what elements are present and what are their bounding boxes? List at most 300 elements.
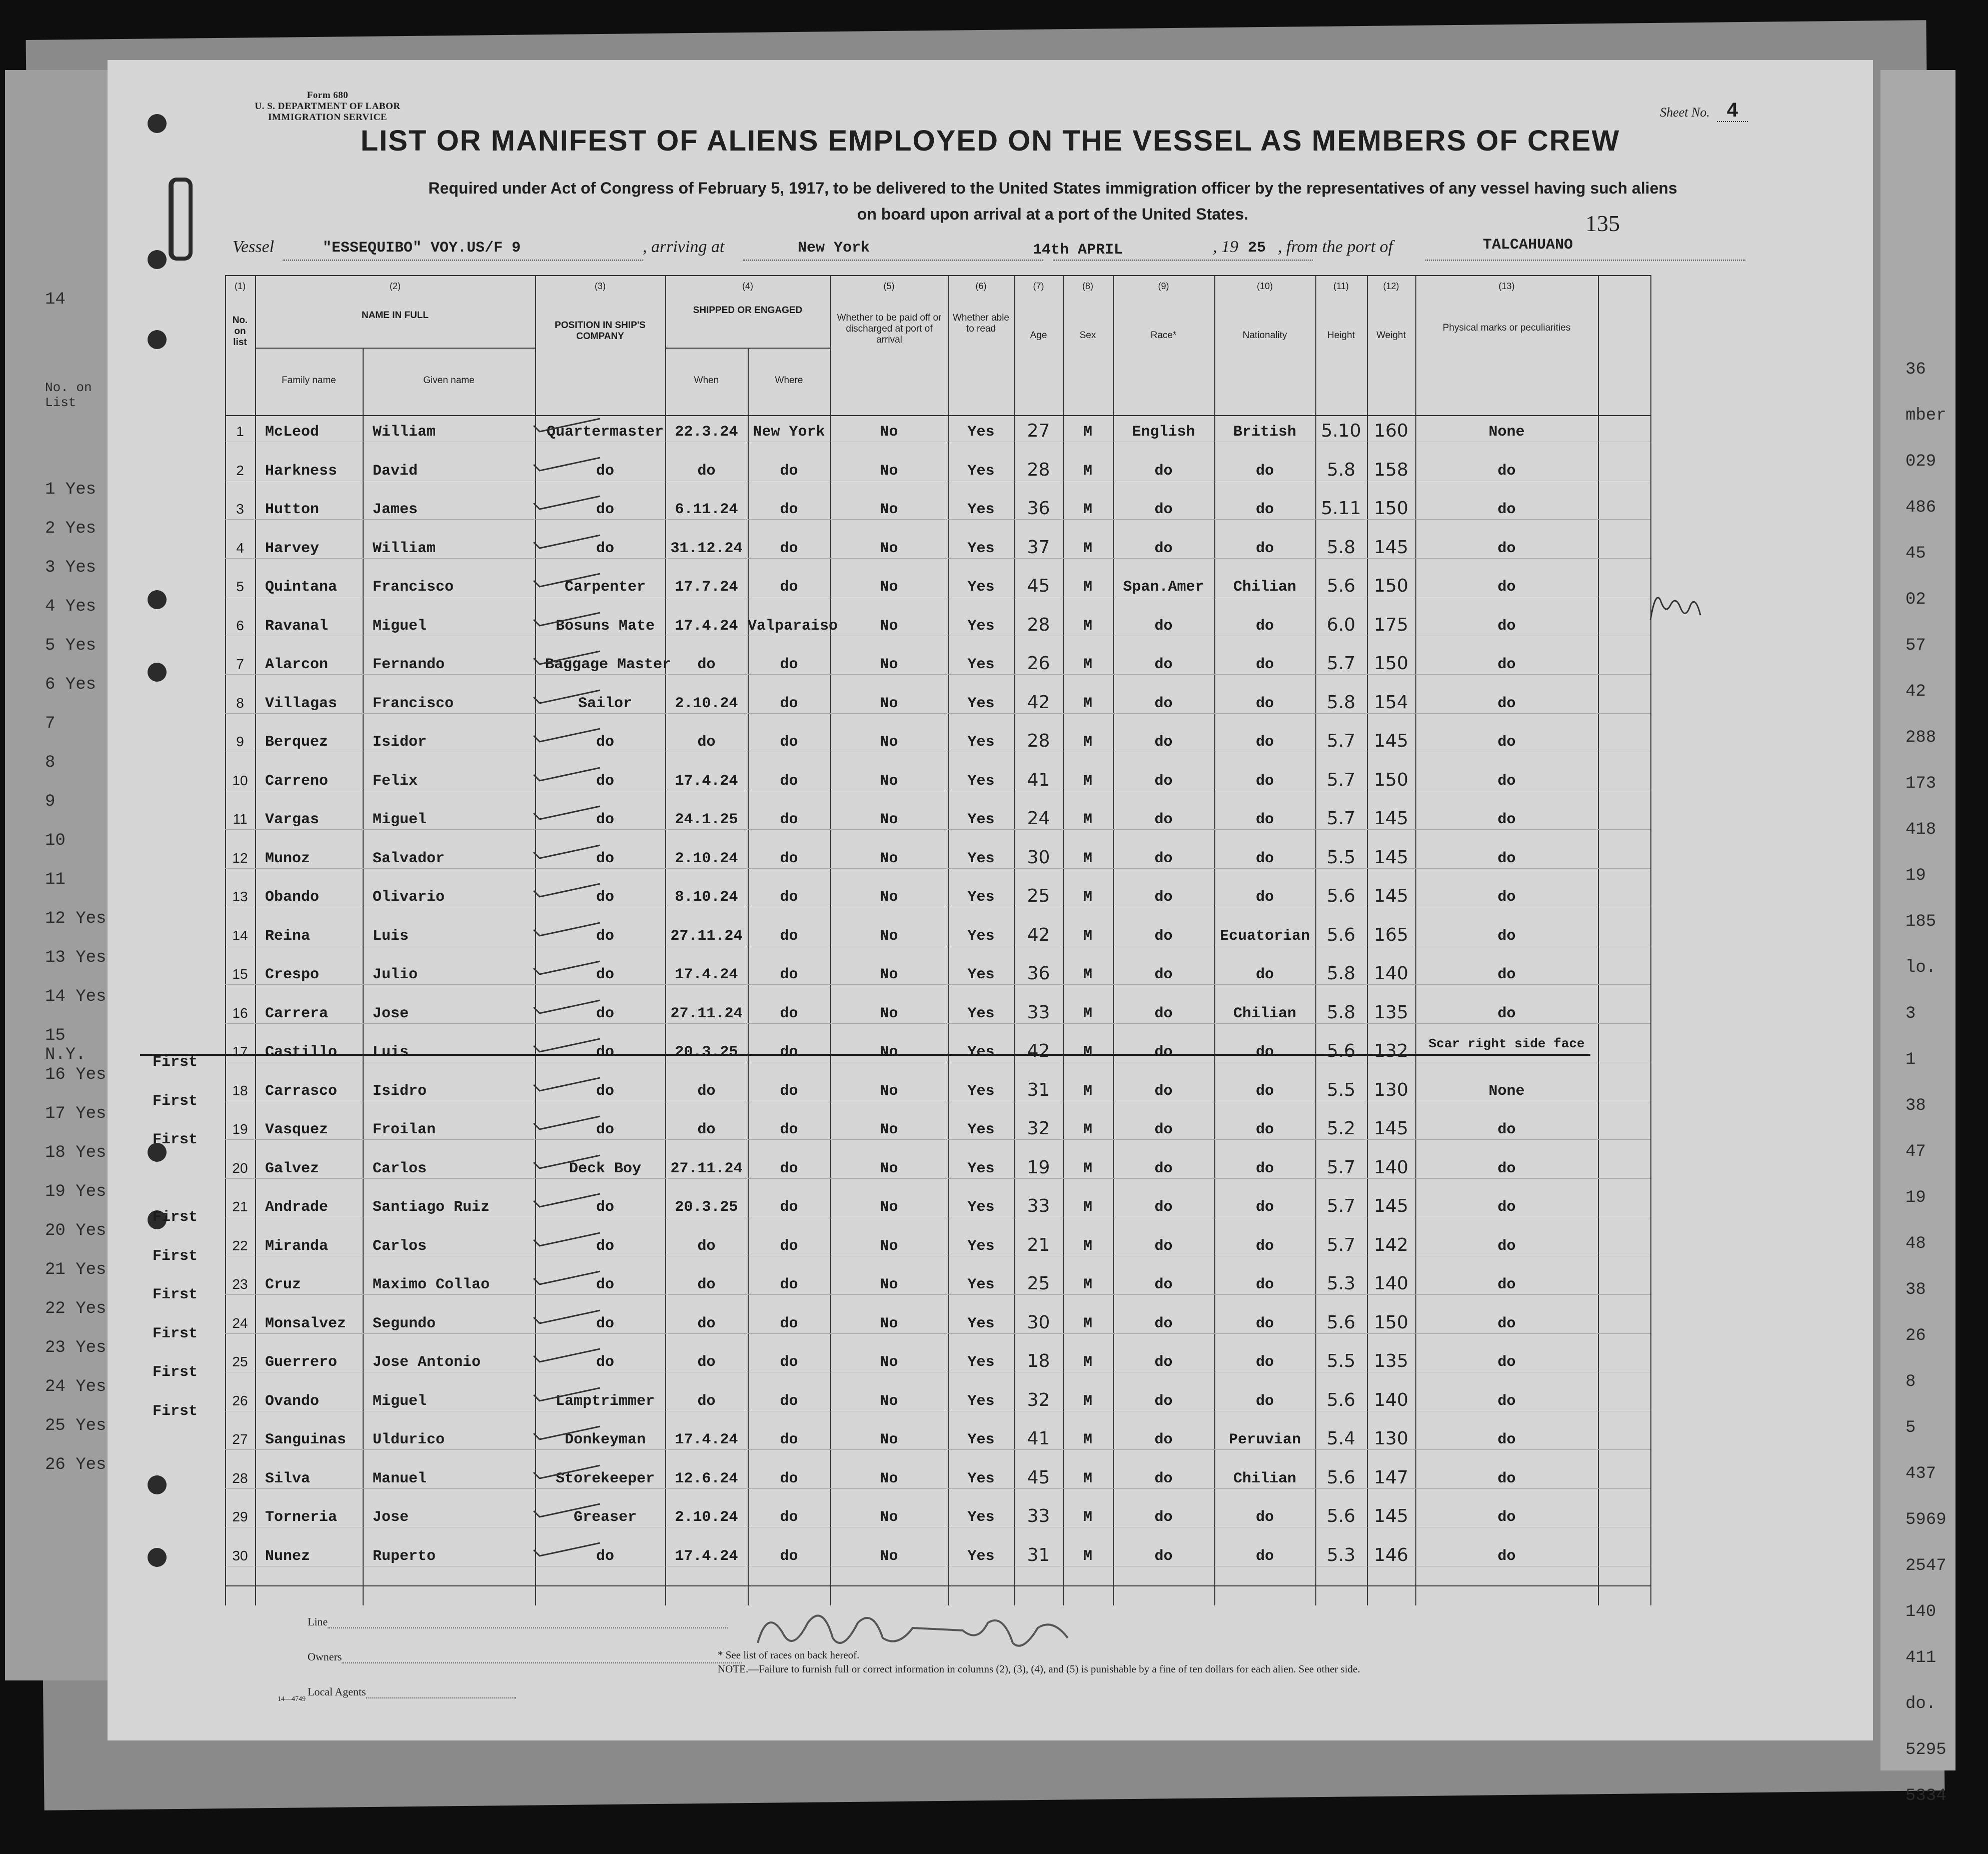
cell-given: Carlos: [373, 1237, 427, 1255]
cell-paid: No: [880, 966, 898, 983]
cell-when: do: [697, 1392, 716, 1410]
cell-when: do: [697, 656, 716, 673]
cell-when: 6.11.24: [675, 501, 738, 518]
cell-where: do: [780, 1392, 798, 1410]
cell-where: do: [780, 1431, 798, 1448]
right-strip-entry: 5969: [1905, 1510, 1946, 1529]
cell-no: 4: [236, 540, 244, 556]
agents-label: Local Agents: [308, 1685, 366, 1698]
cell-no: 3: [236, 501, 244, 517]
cell-given: Luis: [373, 927, 409, 945]
cell-family: Miranda: [265, 1237, 329, 1255]
cell-paid: No: [880, 734, 898, 751]
col10-header: Nationality: [1242, 330, 1287, 341]
cell-age: 18: [1027, 1351, 1050, 1371]
cell-when: 8.10.24: [675, 889, 738, 906]
form-identifier: [233, 90, 423, 123]
cell-weight: 145: [1374, 847, 1408, 868]
cell-race: do: [1154, 811, 1173, 828]
cell-when: do: [697, 1354, 716, 1371]
cell-family: Reina: [265, 927, 311, 945]
col6-header: Whether able to read: [952, 313, 1009, 334]
cell-read: Yes: [967, 734, 995, 751]
cell-height: 5.7: [1326, 1196, 1356, 1216]
manifest-sheet: [108, 60, 1873, 1740]
cell-no: 1: [236, 424, 244, 439]
cell-marks: do: [1497, 1160, 1516, 1177]
right-strip-entry: mber: [1905, 406, 1946, 425]
left-strip-entry: 14 Yes: [45, 987, 107, 1006]
left-strip-entry: 16 Yes: [45, 1065, 107, 1084]
cell-no: 8: [236, 695, 244, 711]
footer-owners-field: [308, 1650, 742, 1663]
cell-paid: No: [880, 850, 898, 867]
cell-paid: No: [880, 811, 898, 828]
cell-given: Fernando: [373, 656, 445, 673]
cell-no: 14: [232, 927, 248, 943]
cell-when: do: [697, 462, 716, 480]
cell-age: 45: [1027, 1467, 1050, 1488]
cell-race: do: [1154, 1276, 1173, 1293]
right-strip-entry: 26: [1905, 1326, 1926, 1345]
cell-height: 5.6: [1326, 1389, 1356, 1410]
cell-age: 30: [1027, 1312, 1050, 1333]
cell-paid: No: [880, 1431, 898, 1448]
cell-marks: do: [1497, 966, 1516, 983]
cell-no: 23: [232, 1276, 248, 1292]
cell-weight: 142: [1374, 1234, 1408, 1255]
cell-when: do: [697, 1121, 716, 1138]
cell-given: David: [373, 462, 418, 480]
cell-where: do: [780, 1121, 798, 1138]
col9-header: Race*: [1150, 330, 1177, 341]
cell-family: Alarcon: [265, 656, 329, 673]
cell-paid: No: [880, 772, 898, 790]
cell-family: Vargas: [265, 811, 320, 828]
right-strip-entry: 36: [1905, 360, 1926, 379]
cell-race: Span.Amer: [1123, 579, 1204, 596]
cell-read: Yes: [967, 540, 995, 557]
left-strip-entry: 10: [45, 831, 66, 850]
cell-when: do: [697, 734, 716, 751]
col2b-header: Given name: [423, 375, 475, 386]
cell-height: 5.4: [1326, 1428, 1356, 1449]
cell-position: do: [596, 1276, 614, 1293]
check-mark-icon: [533, 611, 603, 628]
cell-position: Donkeyman: [564, 1431, 646, 1448]
cell-where: do: [780, 1044, 798, 1061]
cell-when: 17.4.24: [675, 1547, 738, 1565]
right-margin-strip: [1900, 100, 1955, 1805]
cell-age: 42: [1027, 1041, 1050, 1061]
cell-race: do: [1154, 462, 1173, 480]
cell-paid: No: [880, 1470, 898, 1487]
cell-height: 5.7: [1326, 731, 1356, 751]
cell-paid: No: [880, 1237, 898, 1255]
left-strip-entry: 4 Yes: [45, 597, 97, 616]
cell-weight: 150: [1374, 769, 1408, 790]
cell-given: Felix: [373, 772, 418, 790]
cell-sex: M: [1083, 772, 1092, 790]
cell-height: 5.8: [1326, 692, 1356, 713]
left-strip-header-num: 14: [45, 290, 66, 309]
cell-nationality: do: [1255, 1315, 1274, 1332]
cell-nationality: Chilian: [1233, 1470, 1297, 1487]
cell-sex: M: [1083, 811, 1092, 828]
cell-nationality: do: [1255, 540, 1274, 557]
cell-race: English: [1132, 424, 1195, 441]
cell-given: Miguel: [373, 811, 427, 828]
cell-race: do: [1154, 966, 1173, 983]
cell-nationality: do: [1255, 966, 1274, 983]
col2a-header: Family name: [282, 375, 336, 386]
right-strip-entry: 47: [1905, 1142, 1926, 1161]
cell-read: Yes: [967, 1160, 995, 1177]
right-strip-entry: 411: [1905, 1648, 1936, 1667]
cell-when: 24.1.25: [675, 811, 738, 828]
cell-where: do: [780, 811, 798, 828]
cell-marks: do: [1497, 811, 1516, 828]
cell-when: 31.12.24: [670, 540, 743, 557]
cell-sex: M: [1083, 1199, 1092, 1216]
cell-marks: do: [1497, 1005, 1516, 1022]
cell-height: 5.7: [1326, 808, 1356, 829]
right-strip-entry: 173: [1905, 774, 1936, 793]
cell-no: 30: [232, 1547, 248, 1563]
cell-read: Yes: [967, 1121, 995, 1138]
form-number: Form 680: [307, 90, 349, 101]
cell-family: Ovando: [265, 1392, 320, 1410]
row-prefix: First: [152, 1286, 198, 1303]
cell-age: 19: [1027, 1157, 1050, 1178]
cell-sex: M: [1083, 966, 1092, 983]
cell-no: 28: [232, 1470, 248, 1486]
cell-nationality: do: [1255, 462, 1274, 480]
left-strip-entry: 9: [45, 792, 56, 811]
cell-given: Santiago Ruiz: [373, 1199, 490, 1216]
vessel-label: Vessel: [233, 238, 275, 256]
cell-when: do: [697, 1082, 716, 1100]
cell-no: 10: [232, 772, 248, 788]
cell-where: do: [780, 1509, 798, 1526]
cell-given: Ruperto: [373, 1547, 436, 1565]
vessel-name: "ESSEQUIBO" VOY.US/F 9: [323, 240, 521, 257]
left-strip-entry: 19 Yes: [45, 1182, 107, 1201]
cell-weight: 146: [1374, 1544, 1408, 1565]
cell-weight: 147: [1374, 1467, 1408, 1488]
cell-race: do: [1154, 617, 1173, 635]
cell-no: 5: [236, 579, 244, 594]
col11-number: (11): [1333, 281, 1349, 291]
cell-sex: M: [1083, 1392, 1092, 1410]
cell-age: 36: [1027, 498, 1050, 519]
cell-position: do: [596, 889, 614, 906]
cell-read: Yes: [967, 1392, 995, 1410]
cell-family: Monsalvez: [265, 1315, 347, 1332]
cell-position: Carpenter: [564, 579, 646, 596]
cell-paid: No: [880, 1276, 898, 1293]
cell-family: Castillo: [265, 1044, 338, 1061]
cell-age: 28: [1027, 614, 1050, 635]
row-prefix: First: [152, 1131, 198, 1148]
cell-position: do: [596, 1044, 614, 1061]
cell-weight: 135: [1374, 1002, 1408, 1023]
cell-sex: M: [1083, 579, 1092, 596]
cell-weight: 130: [1374, 1428, 1408, 1449]
cell-marks: do: [1497, 540, 1516, 557]
col8-number: (8): [1082, 281, 1093, 291]
check-mark-icon: [533, 533, 603, 550]
cell-height: 5.3: [1326, 1273, 1356, 1294]
cell-position: do: [596, 734, 614, 751]
row-prefix: First: [152, 1402, 198, 1420]
right-strip-entry: 8: [1905, 1372, 1916, 1391]
cell-position: Quartermaster: [546, 424, 664, 441]
footer-agents-field: [308, 1685, 516, 1698]
cell-age: 21: [1027, 1234, 1050, 1255]
right-strip-entry: 437: [1905, 1464, 1936, 1483]
check-mark-icon: [533, 1502, 603, 1519]
cell-marks: do: [1497, 617, 1516, 635]
cell-paid: No: [880, 889, 898, 906]
cell-when: 20.3.25: [675, 1044, 738, 1061]
cell-position: do: [596, 501, 614, 518]
right-strip-entry: 5: [1905, 1418, 1916, 1437]
right-strip-entry: 029: [1905, 452, 1936, 471]
cell-read: Yes: [967, 1354, 995, 1371]
left-strip-entry: 2 Yes: [45, 519, 97, 538]
cell-paid: No: [880, 1044, 898, 1061]
cell-family: Torneria: [265, 1509, 338, 1526]
cell-age: 45: [1027, 576, 1050, 596]
check-mark-icon: [533, 882, 603, 899]
cell-race: do: [1154, 1354, 1173, 1371]
cell-nationality: do: [1255, 1082, 1274, 1100]
cell-where: do: [780, 1315, 798, 1332]
cell-when: 2.10.24: [675, 695, 738, 712]
cell-read: Yes: [967, 966, 995, 983]
cell-marks: do: [1497, 579, 1516, 596]
left-strip-entry: 8: [45, 753, 56, 772]
cell-nationality: do: [1255, 1237, 1274, 1255]
cell-weight: 135: [1374, 1351, 1408, 1371]
cell-paid: No: [880, 424, 898, 441]
cell-where: do: [780, 927, 798, 945]
right-strip-entry: 3: [1905, 1004, 1916, 1023]
cell-position: do: [596, 1354, 614, 1371]
col4-header: SHIPPED OR ENGAGED: [693, 305, 803, 316]
cell-height: 5.6: [1326, 886, 1356, 906]
binder-clip: [169, 178, 193, 261]
cell-where: do: [780, 966, 798, 983]
cell-weight: 145: [1374, 537, 1408, 558]
arriving-port: New York: [798, 240, 870, 257]
cell-nationality: do: [1255, 617, 1274, 635]
cell-marks: do: [1497, 1121, 1516, 1138]
cell-sex: M: [1083, 1431, 1092, 1448]
cell-when: 27.11.24: [670, 927, 743, 945]
cell-family: Vasquez: [265, 1121, 329, 1138]
cell-nationality: do: [1255, 850, 1274, 867]
cell-when: do: [697, 1237, 716, 1255]
cell-when: do: [697, 1315, 716, 1332]
check-mark-icon: [533, 1541, 603, 1558]
check-mark-icon: [533, 1424, 603, 1441]
col4-number: (4): [742, 281, 753, 291]
col11-header: Height: [1327, 330, 1355, 341]
cell-given: Carlos: [373, 1160, 427, 1177]
cell-given: Isidor: [373, 734, 427, 751]
cell-position: do: [596, 540, 614, 557]
check-mark-icon: [533, 1114, 603, 1131]
cell-when: 12.6.24: [675, 1470, 738, 1487]
cell-age: 31: [1027, 1079, 1050, 1100]
cell-paid: No: [880, 579, 898, 596]
punch-hole: [148, 663, 167, 682]
cell-height: 5.5: [1326, 1351, 1356, 1371]
cell-where: do: [780, 1199, 798, 1216]
left-strip-entry: 7: [45, 714, 56, 733]
cell-no: 29: [232, 1509, 248, 1524]
cell-weight: 150: [1374, 1312, 1408, 1333]
cell-weight: 160: [1374, 421, 1408, 441]
col3-header: POSITION IN SHIP'S COMPANY: [555, 320, 646, 342]
cell-sex: M: [1083, 1237, 1092, 1255]
check-mark-icon: [533, 1037, 603, 1054]
cell-race: do: [1154, 540, 1173, 557]
cell-when: 22.3.24: [675, 424, 738, 441]
right-strip-entry: 418: [1905, 820, 1936, 839]
cell-no: 15: [232, 966, 248, 982]
cell-no: 16: [232, 1005, 248, 1021]
footer-line-field: [308, 1615, 728, 1628]
cell-where: do: [780, 1005, 798, 1022]
cell-marks: do: [1497, 695, 1516, 712]
cell-marks: do: [1497, 1276, 1516, 1293]
arrival-date: 14th APRIL: [1033, 242, 1123, 259]
subtitle-line-1: Required under Act of Congress of February 5, 1917, to be delivered to the United States immigration officer by the representatives of any vessel having such aliens: [428, 179, 1677, 197]
left-strip-entry: 3 Yes: [45, 558, 97, 577]
cell-age: 27: [1027, 421, 1050, 441]
col5-header: Whether to be paid off or discharged at port of arrival: [837, 313, 942, 345]
cell-height: 5.8: [1326, 459, 1356, 480]
cell-given: Salvador: [373, 850, 445, 867]
cell-weight: 154: [1374, 692, 1408, 713]
col12-number: (12): [1383, 281, 1399, 291]
check-mark-icon: [533, 1269, 603, 1286]
cell-height: 5.7: [1326, 769, 1356, 790]
cell-weight: 145: [1374, 731, 1408, 751]
cell-weight: 165: [1374, 924, 1408, 945]
check-mark-icon: [533, 572, 603, 589]
cell-race: do: [1154, 1160, 1173, 1177]
cell-position: do: [596, 1082, 614, 1100]
cell-given: Olivario: [373, 889, 445, 906]
sheet-number-value: 4: [1717, 99, 1748, 122]
cell-height: 5.6: [1326, 1506, 1356, 1526]
cell-marks: do: [1497, 889, 1516, 906]
cell-paid: No: [880, 1005, 898, 1022]
cell-race: do: [1154, 1082, 1173, 1100]
cell-where: do: [780, 734, 798, 751]
cell-marks: do: [1497, 1199, 1516, 1216]
cell-where: do: [780, 1470, 798, 1487]
right-strip-entry: 02: [1905, 590, 1926, 609]
left-strip-entry: 1 Yes: [45, 480, 97, 499]
cell-height: 5.6: [1326, 924, 1356, 945]
footnote-note: NOTE.—Failure to furnish full or correct information in columns (2), (3), (4), and (5) is punishable by a fine of ten dollars for each alien. See other side.: [718, 1663, 1360, 1675]
cell-age: 32: [1027, 1118, 1050, 1139]
cell-paid: No: [880, 695, 898, 712]
cell-given: William: [373, 424, 436, 441]
page-subtitle: [328, 175, 1778, 227]
cell-race: do: [1154, 1392, 1173, 1410]
right-strip-entry: 1: [1905, 1050, 1916, 1069]
cell-no: 6: [236, 617, 244, 633]
cell-no: 21: [232, 1199, 248, 1214]
cell-sex: M: [1083, 656, 1092, 673]
cell-when: 20.3.25: [675, 1199, 738, 1216]
cell-read: Yes: [967, 1237, 995, 1255]
cell-race: do: [1154, 1121, 1173, 1138]
cell-given: Miguel: [373, 617, 427, 635]
cell-family: McLeod: [265, 424, 320, 441]
cell-where: do: [780, 772, 798, 790]
cell-given: James: [373, 501, 418, 518]
cell-position: Baggage Master: [545, 656, 672, 673]
vessel-line: [233, 238, 1783, 268]
cell-weight: 150: [1374, 653, 1408, 674]
cell-family: Sanguinas: [265, 1431, 347, 1448]
left-strip-entry: 23 Yes: [45, 1338, 107, 1357]
cell-sex: M: [1083, 1315, 1092, 1332]
cell-age: 37: [1027, 537, 1050, 558]
cell-paid: No: [880, 1199, 898, 1216]
cell-family: Andrade: [265, 1199, 329, 1216]
cell-read: Yes: [967, 1005, 995, 1022]
cell-read: Yes: [967, 656, 995, 673]
cell-age: 33: [1027, 1002, 1050, 1023]
cell-where: do: [780, 540, 798, 557]
cell-height: 5.5: [1326, 1079, 1356, 1100]
punch-hole: [148, 590, 167, 609]
cell-sex: M: [1083, 540, 1092, 557]
year-prefix: , 19: [1213, 238, 1238, 256]
row-prefix: First: [152, 1364, 198, 1381]
cell-family: Munoz: [265, 850, 311, 867]
check-mark-icon: [533, 959, 603, 976]
cell-read: Yes: [967, 501, 995, 518]
cell-read: Yes: [967, 850, 995, 867]
cell-given: Jose: [373, 1509, 409, 1526]
cell-sex: M: [1083, 1276, 1092, 1293]
cell-sex: M: [1083, 1082, 1092, 1100]
cell-age: 25: [1027, 886, 1050, 906]
check-mark-icon: [533, 1347, 603, 1364]
cell-position: do: [596, 966, 614, 983]
cell-race: do: [1154, 656, 1173, 673]
cell-weight: 175: [1374, 614, 1408, 635]
cell-marks: None: [1488, 1082, 1525, 1100]
cell-position: Storekeeper: [555, 1470, 655, 1487]
check-mark-icon: [533, 843, 603, 860]
cell-read: Yes: [967, 617, 995, 635]
col4b-header: Where: [775, 375, 803, 386]
cell-where: do: [780, 695, 798, 712]
form-print-code: 14—4749: [278, 1695, 306, 1703]
cell-age: 33: [1027, 1506, 1050, 1526]
sheet-number: [1660, 99, 1748, 122]
